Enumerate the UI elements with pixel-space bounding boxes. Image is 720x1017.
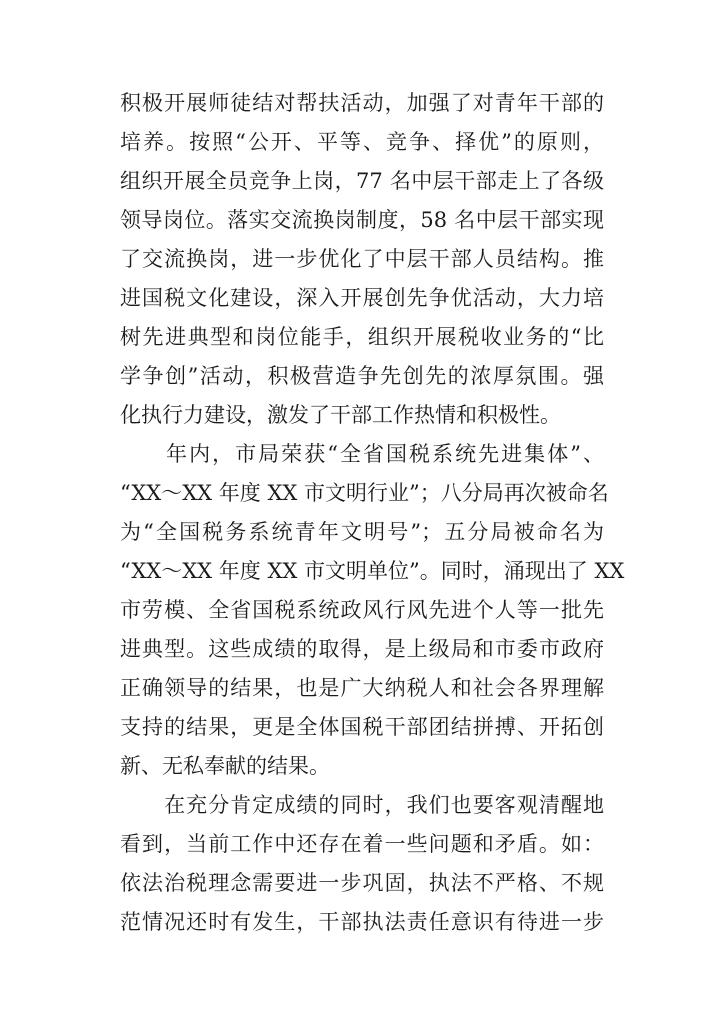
text-line: 新、无私奉献的结果。 [120,754,330,778]
text-line: 支持的结果，更是全体国税干部团结拼搏、开拓创 [120,715,604,739]
text-line: 市劳模、全省国税系统政风行风先进个人等一批先 [120,598,604,622]
text-line: 化执行力建设，激发了干部工作热情和积极性。 [120,403,561,427]
document-body [120,84,625,942]
text-line: 进国税文化建设，深入开展创先争优活动，大力培 [120,286,604,310]
paragraph-2 [120,435,625,786]
text-line: 了交流换岗，进一步优化了中层干部人员结构。推 [120,247,604,271]
text-line: 树先进典型和岗位能手，组织开展税收业务的“比 [120,325,604,349]
text-line: 进典型。这些成绩的取得，是上级局和市委市政府 [120,637,604,661]
text-line: 培养。按照“公开、平等、竞争、择优”的原则， [120,130,604,154]
text-line: 看到，当前工作中还存在着一些问题和矛盾。如： [120,832,604,856]
text-line: 领导岗位。落实交流换岗制度，58 名中层干部实现 [120,208,604,232]
paragraph-1 [120,84,604,435]
text-line: 正确领导的结果，也是广大纳税人和社会各界理解 [120,676,604,700]
text-line: 学争创”活动，积极营造争先创先的浓厚氛围。强 [120,364,604,388]
text-line: “XX～XX 年度 XX 市文明单位”。同时，涌现出了 XX [120,559,625,583]
text-line: “XX～XX 年度 XX 市文明行业”；八分局再次被命名 [120,481,609,505]
text-line: 依法治税理念需要进一步巩固，执法不严格、不规 [120,871,604,895]
text-line: 年内，市局荣获“全省国税系统先进集体”、 [120,442,604,466]
paragraph-3 [120,786,604,942]
text-line: 范情况还时有发生，干部执法责任意识有待进一步 [120,910,604,934]
text-line: 在充分肯定成绩的同时，我们也要客观清醒地 [120,793,604,817]
text-line: 积极开展师徒结对帮扶活动，加强了对青年干部的 [120,91,604,115]
text-line: 为“全国税务系统青年文明号”；五分局被命名为 [120,520,604,544]
text-line: 组织开展全员竞争上岗，77 名中层干部走上了各级 [120,169,604,193]
